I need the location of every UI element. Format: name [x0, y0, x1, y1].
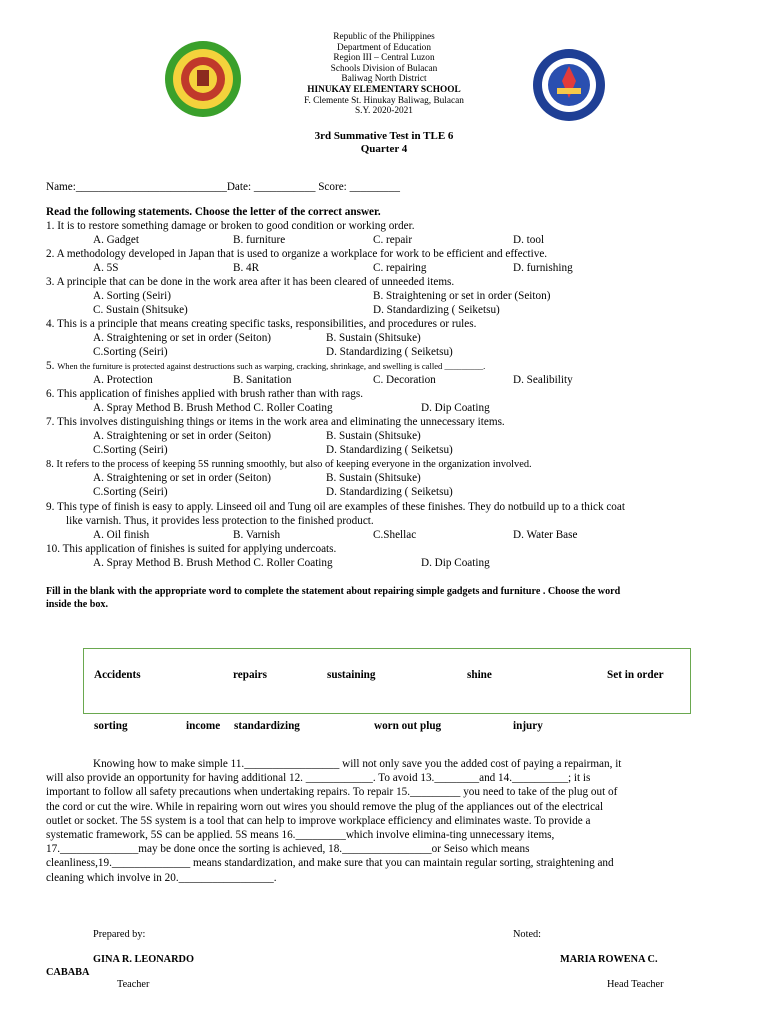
school-address: F. Clemente St. Hinukay Baliwag, Bulacan: [304, 95, 464, 106]
word-choice: Accidents: [94, 669, 141, 681]
question-text: 8. It refers to the process of keeping 5S running smoothly, but also of keeping everyone in the organization involved.: [46, 459, 532, 470]
option: D. Dip Coating: [421, 402, 490, 414]
option: C. repairing: [373, 262, 427, 274]
instructions-fill-blank-line: inside the box.: [46, 598, 108, 610]
option: A. Straightening or set in order (Seiton): [93, 332, 272, 344]
header-line: Schools Division of Bulacan: [330, 63, 438, 74]
school-name: HINUKAY ELEMENTARY SCHOOL: [307, 84, 461, 95]
option: C.Sorting (Seiri): [93, 346, 168, 358]
question-2: 2. A methodology developed in Japan that is used to organize a workplace for work to be efficient and effective.: [46, 248, 548, 260]
option: D. Standardizing ( Seiketsu): [373, 304, 500, 316]
question-number: 5.: [46, 360, 55, 372]
option: A. 5S: [93, 262, 119, 274]
paragraph-line: important to follow all safety precautions when undertaking repairs. To repair 15._________ you need to take of the plug out of: [46, 786, 618, 799]
paragraph-line: outlet or socket. The 5S system is a tool that can help to improve workplace efficiency and eliminates waste. To provide a: [46, 814, 591, 827]
paragraph-line: cleanliness,19.______________ means standardization, and make sure that you can maintain regular sorting, straightening and: [46, 857, 614, 870]
noted-label: Noted:: [513, 929, 542, 940]
header-line: Department of Education: [337, 42, 431, 53]
option: D. Standardizing ( Seiketsu): [326, 444, 453, 456]
question-6: 6. This application of finishes applied with brush rather than with rags.: [46, 388, 364, 400]
head-teacher-role: Head Teacher: [607, 979, 664, 990]
option: A. Spray Method B. Brush Method C. Roller Coating: [93, 557, 333, 569]
option: D. Water Base: [513, 529, 578, 541]
instructions-fill-blank: [46, 586, 620, 611]
question-1: 1. It is to restore something damage or broken to good condition or working order.: [46, 220, 415, 232]
option: C.Sorting (Seiri): [93, 444, 168, 456]
option: C. repair: [373, 234, 413, 246]
head-teacher-name: MARIA ROWENA C.: [560, 954, 658, 965]
test-title-line1: 3rd Summative Test in TLE 6: [314, 130, 454, 142]
word-choice: sorting: [94, 720, 128, 732]
option: B. 4R: [233, 262, 260, 274]
question-text: When the furniture is protected against destructions such as warping, cracking, shrinkage, and swelling is called _________.: [57, 361, 486, 371]
question-8: [46, 458, 532, 471]
word-choice: standardizing: [234, 720, 300, 732]
option: C. Decoration: [373, 374, 436, 386]
name-date-score-line: Name:___________________________Date: ___________ Score: _________: [46, 181, 400, 193]
header-line: Republic of the Philippines: [333, 32, 435, 42]
word-box: [83, 648, 691, 714]
option: A. Sorting (Seiri): [93, 290, 171, 302]
option: B. Varnish: [233, 529, 281, 541]
option: B. Sustain (Shitsuke): [326, 332, 421, 344]
word-choice: shine: [467, 669, 492, 681]
question-9-cont: like varnish. Thus, it provides less protection to the finished product.: [66, 515, 374, 527]
question-4: 4. This is a principle that means creating specific tasks, responsibilities, and procedures or rules.: [46, 318, 477, 330]
word-choice: sustaining: [327, 669, 376, 681]
head-teacher-name-cont: CABABA: [46, 967, 90, 978]
paragraph-line: will also provide an opportunity for having additional 12. ____________. To avoid 13.________and 14.__________; it is: [46, 772, 591, 785]
paragraph-line: Knowing how to make simple 11._________________ will not only save you the added cost of paying a repairman, it: [93, 758, 622, 770]
question-7: 7. This involves distinguishing things or items in the work area and eliminating the unnecessary items.: [46, 416, 505, 428]
option: A. Straightening or set in order (Seiton): [93, 430, 272, 442]
option: A. Oil finish: [93, 529, 150, 541]
word-choice: repairs: [233, 669, 267, 681]
test-title: [0, 130, 768, 156]
paragraph-line: cleaning which involve in 20._________________.: [46, 871, 277, 884]
test-title-line2: Quarter 4: [360, 143, 408, 155]
paragraph-line: the cord or cut the wire. While in repairing worn out wires you should remove the plug of the appliances out of the electrical: [46, 800, 604, 813]
preparer-name: GINA R. LEONARDO: [93, 954, 194, 965]
option: D. Sealibility: [513, 374, 573, 386]
word-choice: income: [186, 720, 221, 732]
question-10: 10. This application of finishes is suited for applying undercoats.: [46, 543, 337, 555]
header-line: Region III – Central Luzon: [333, 53, 435, 64]
question-9: 9. This type of finish is easy to apply. Linseed oil and Tung oil are examples of these finishes. They do notbuild up to a thick coat: [46, 501, 625, 513]
option: D. Standardizing ( Seiketsu): [326, 346, 453, 358]
word-choice: Set in order: [607, 669, 664, 681]
prepared-by-label: Prepared by:: [93, 929, 146, 940]
option: C.Sorting (Seiri): [93, 486, 168, 498]
option: B. Straightening or set in order (Seiton): [373, 290, 551, 302]
option: A. Straightening or set in order (Seiton): [93, 472, 272, 484]
option: C.Shellac: [373, 529, 417, 541]
option: C. Sustain (Shitsuke): [93, 304, 188, 316]
option: B. Sustain (Shitsuke): [326, 472, 421, 484]
option: A. Spray Method B. Brush Method C. Roller Coating: [93, 402, 333, 414]
word-choice: injury: [513, 720, 543, 732]
question-5: [46, 360, 485, 373]
preparer-role: Teacher: [117, 979, 150, 990]
paragraph-line: systematic framework, 5S can be applied. 5S means 16._________which involve elimina-ting unnecessary items,: [46, 829, 555, 842]
header-line: Baliwag North District: [341, 74, 427, 85]
question-3: 3. A principle that can be done in the work area after it has been cleared of unneeded items.: [46, 276, 455, 288]
option: D. furnishing: [513, 262, 573, 274]
option: D. Standardizing ( Seiketsu): [326, 486, 453, 498]
word-choice: worn out plug: [374, 720, 442, 732]
instructions-fill-blank-line: Fill in the blank with the appropriate word to complete the statement about repairing simple gadgets and furniture . Choose the word: [46, 586, 621, 597]
paragraph-line: 17.______________may be done once the sorting is achieved, 18.________________or Seiso which means: [46, 843, 530, 856]
letterhead: [0, 32, 768, 117]
option: A. Protection: [93, 374, 153, 386]
option: B. Sanitation: [233, 374, 292, 386]
instructions-multiple-choice: Read the following statements. Choose the letter of the correct answer.: [46, 206, 381, 218]
option: D. tool: [513, 234, 545, 246]
option: D. Dip Coating: [421, 557, 490, 569]
fill-blank-paragraph: [46, 757, 722, 885]
option: B. Sustain (Shitsuke): [326, 430, 421, 442]
option: A. Gadget: [93, 234, 139, 246]
school-year: S.Y. 2020-2021: [355, 106, 413, 117]
option: B. furniture: [233, 234, 286, 246]
